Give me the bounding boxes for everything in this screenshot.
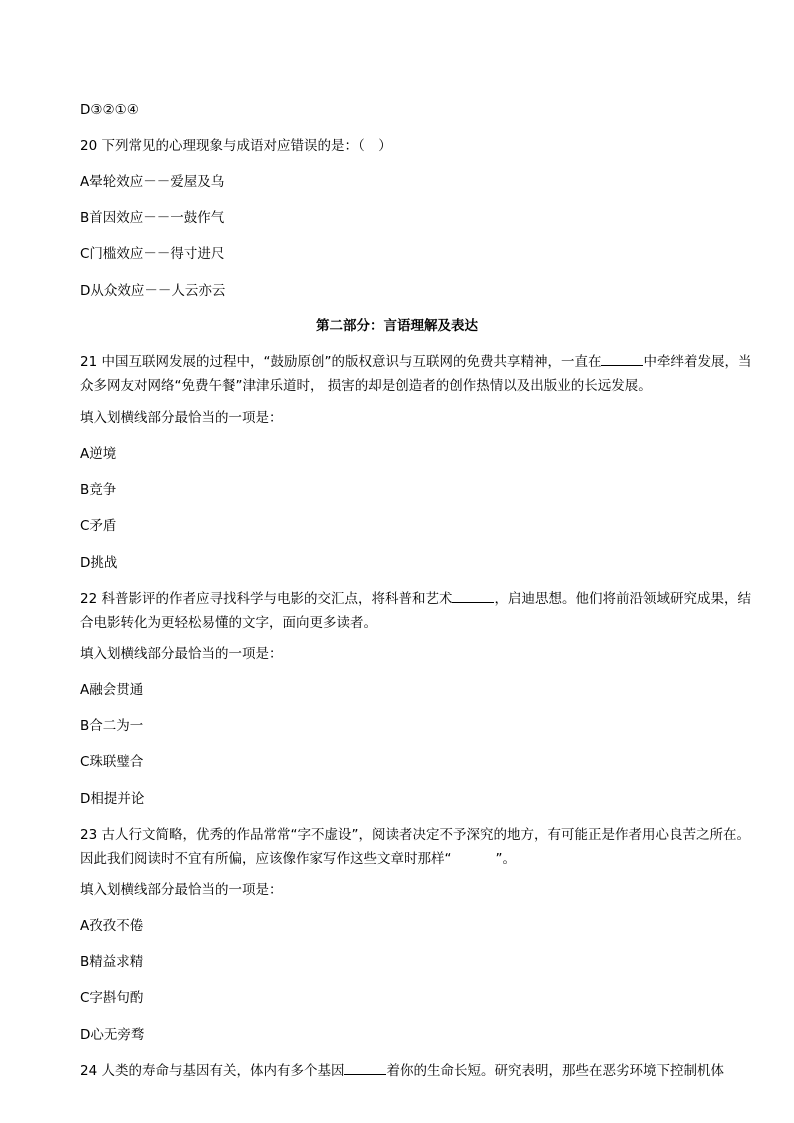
q24-blank bbox=[344, 1062, 386, 1075]
section-heading: 第二部分：言语理解及表达 bbox=[316, 318, 478, 334]
q21-instruction: 填入划横线部分最恰当的一项是： bbox=[80, 410, 283, 426]
q21-stem-part1: 21 中国互联网发展的过程中，“鼓励原创”的版权意识与互联网的免费共享精神，一直在 bbox=[80, 354, 602, 370]
q23-stem-part1: 23 古人行文简略，优秀的作品常常“字不虚设”，阅读者决定不予深究的地方，有可能正是作者用心良苦之所在。因此我们阅读时不宜有所偏，应该像作家写作这些文章时那样“ bbox=[80, 827, 750, 867]
q24-stem-part1: 24 人类的寿命与基因有关，体内有多个基因 bbox=[80, 1063, 345, 1079]
q23-stem-part2: ”。 bbox=[495, 851, 516, 867]
q23-instruction: 填入划横线部分最恰当的一项是： bbox=[80, 882, 283, 898]
q21-option-c: C矛盾 bbox=[80, 518, 117, 534]
q21-stem-part2: 中牵绊着发展，当众多网友对网络“免费午餐”津津乐道时， 损害的却是创造者的创作热情以及出版业的长远发展。 bbox=[80, 354, 752, 394]
q22-option-d: D相提并论 bbox=[80, 791, 145, 807]
q23-option-d: D心无旁骛 bbox=[80, 1027, 145, 1043]
q21-option-d: D挑战 bbox=[80, 555, 118, 571]
q24-stem-part2: 着你的生命长短。研究表明，那些在恶劣环境下控制机体 bbox=[386, 1063, 724, 1079]
q20-option-b: B首因效应－－一鼓作气 bbox=[80, 210, 225, 226]
q22-stem bbox=[80, 587, 752, 635]
q22-option-a: A融会贯通 bbox=[80, 682, 144, 698]
q22-blank bbox=[452, 590, 494, 603]
q19-option-d: D③②①④ bbox=[80, 102, 139, 118]
q21-option-b: B竞争 bbox=[80, 482, 117, 498]
q20-option-d: D从众效应－－人云亦云 bbox=[80, 283, 226, 299]
q23-option-c: C字斟句酌 bbox=[80, 990, 144, 1006]
q22-stem-part1: 22 科普影评的作者应寻找科学与电影的交汇点，将科普和艺术 bbox=[80, 591, 453, 607]
q22-stem-part2: ，启迪思想。他们将前沿领域研究成果，结合电影转化为更轻松易懂的文字，面向更多读者。 bbox=[80, 591, 751, 631]
q21-option-a: A逆境 bbox=[80, 446, 117, 462]
q20-option-a: A晕轮效应－－爱屋及乌 bbox=[80, 174, 225, 190]
q22-instruction: 填入划横线部分最恰当的一项是： bbox=[80, 646, 283, 662]
q23-option-b: B精益求精 bbox=[80, 954, 144, 970]
q21-blank bbox=[601, 353, 643, 366]
q22-option-b: B合二为一 bbox=[80, 718, 144, 734]
q23-option-a: A孜孜不倦 bbox=[80, 918, 144, 934]
q23-stem bbox=[80, 823, 752, 871]
q22-option-c: C珠联璧合 bbox=[80, 754, 144, 770]
q21-stem bbox=[80, 350, 752, 398]
q20-option-c: C门槛效应－－得寸进尺 bbox=[80, 246, 225, 262]
q20-stem: 20 下列常见的心理现象与成语对应错误的是：（ ） bbox=[80, 138, 392, 154]
q24-stem bbox=[80, 1059, 752, 1083]
